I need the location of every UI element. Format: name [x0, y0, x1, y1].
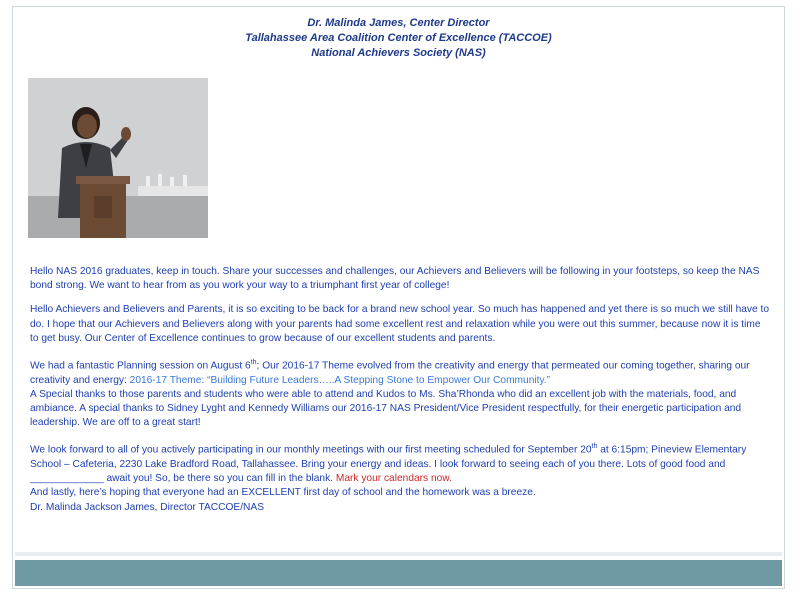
slide-content	[14, 8, 783, 587]
planning-text-continued: ; Our 2016-17 Theme evolved from the creativity and energy that permeated our coming together, sharing our creativity and energy:	[30, 360, 750, 386]
signature: Dr. Malinda Jackson James, Director TACCOE/NAS	[30, 501, 265, 513]
speaker-illustration	[28, 78, 208, 238]
header	[14, 16, 783, 61]
theme-statement: 2016-17 Theme: “Building Future Leaders…..A Stepping Stone to Empower Our Community.”	[129, 374, 551, 386]
newsletter-body	[30, 265, 770, 515]
speaker-photo	[28, 78, 208, 238]
planning-text: We had a fantastic Planning session on August 6	[30, 360, 251, 372]
planning-date-suffix: th	[250, 359, 257, 367]
meeting-date-suffix: th	[591, 443, 598, 451]
meeting-text-continued: at 6:15pm; Pineview Elementary School – Cafeteria, 2230 Lake Bradford Road, Tallahassee. Bring your energy and ideas. I look forward to seeing each of you there. Lots of good food and _____________ await you! So, be there so you can fill in the blank.	[30, 444, 747, 485]
calendar-reminder: Mark your calendars now.	[335, 473, 452, 485]
header-director: Dr. Malinda James, Center Director	[307, 17, 490, 29]
footer-divider	[15, 552, 782, 556]
slide	[12, 6, 785, 589]
header-organization: Tallahassee Area Coalition Center of Excellence (TACCOE)	[245, 32, 552, 44]
paragraph-meeting	[30, 440, 770, 486]
paragraph-thanks: A Special thanks to those parents and students who were able to attend and Kudos to Ms. Sha’Rhonda who did an excellent job with the materials, food, and ambiance. A special thanks to Sidney Lyght and Kennedy Williams our 2016-17 NAS President/Vice President respectfully, for their energetic participation and leadership. We are off to a great start!	[30, 388, 742, 429]
paragraph-graduates: Hello NAS 2016 graduates, keep in touch. Share your successes and challenges, our Achievers and Believers will be following in your footsteps, so keep the NAS bond strong. We want to hear from as you work your way to a triumphant first year of college!	[30, 266, 760, 292]
paragraph-closing: And lastly, here’s hoping that everyone had an EXCELLENT first day of school and the homework was a breeze.	[30, 487, 536, 499]
header-society: National Achievers Society (NAS)	[311, 47, 486, 59]
paragraph-welcome: Hello Achievers and Believers and Parents, it is so exciting to be back for a brand new school year. So much has happened and yet there is so much we still have to do. I hope that our Achievers and Believers along with your parents had some excellent rest and relaxation while you were out this summer, because now it is time to get busy. Our Center of Excellence continues to grow because of our excellent students and parents.	[30, 304, 770, 344]
paragraph-planning	[30, 356, 770, 388]
meeting-text: We look forward to all of you actively participating in our monthly meetings with our first meeting scheduled for September 20	[30, 444, 592, 456]
footer-bar	[15, 560, 782, 586]
